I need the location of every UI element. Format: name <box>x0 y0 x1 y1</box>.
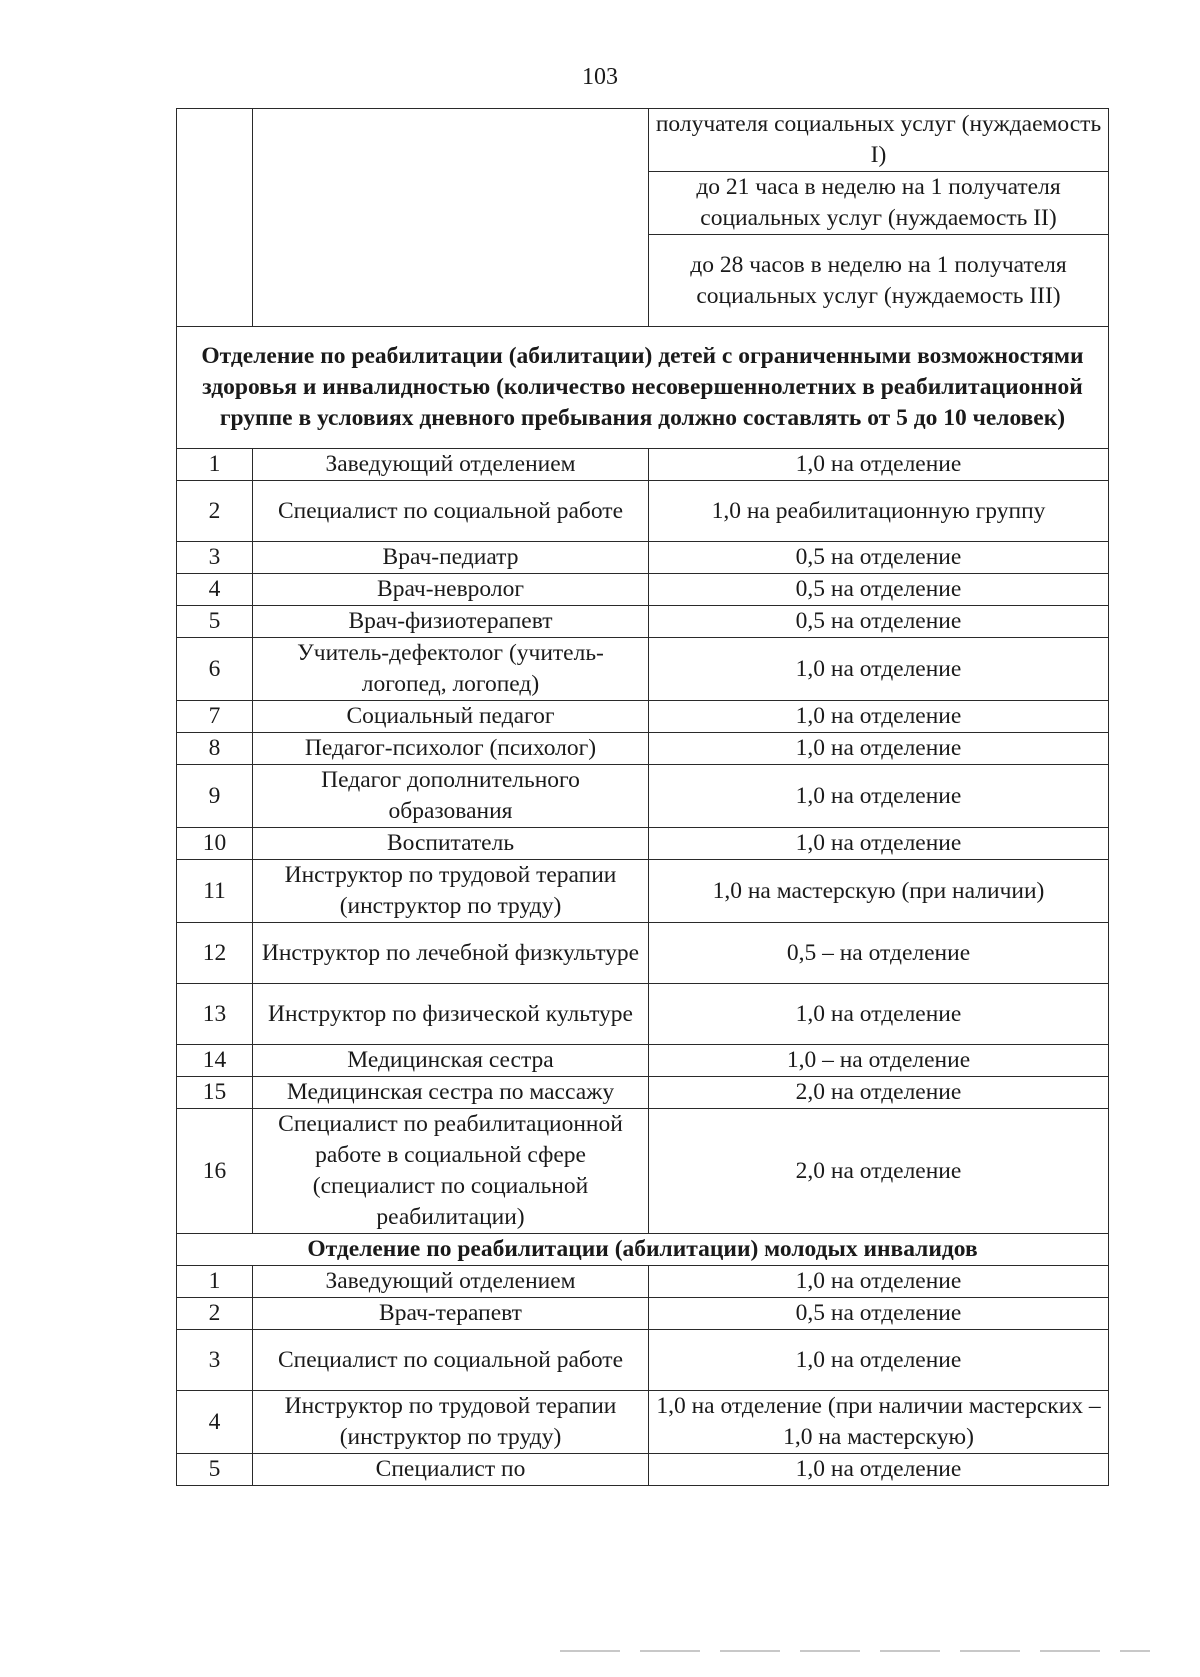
table-row <box>177 574 1109 606</box>
table-row <box>177 1266 1109 1298</box>
row-position: Врач-невролог <box>253 574 649 606</box>
table-row <box>177 860 1109 923</box>
continuation-norm: до 28 часов в неделю на 1 получателя социальных услуг (нуждаемость III) <box>649 235 1109 327</box>
table-row <box>177 828 1109 860</box>
continuation-norm: получателя социальных услуг (нуждаемость I) <box>649 109 1109 172</box>
staffing-table <box>176 108 1109 1486</box>
row-norm: 1,0 на отделение <box>649 1330 1109 1391</box>
page-number: 103 <box>582 64 618 90</box>
continuation-norm: до 21 часа в неделю на 1 получателя социальных услуг (нуждаемость II) <box>649 172 1109 235</box>
row-number: 1 <box>177 1266 253 1298</box>
row-number: 5 <box>177 606 253 638</box>
row-position: Учитель-дефектолог (учитель-логопед, логопед) <box>253 638 649 701</box>
row-number: 11 <box>177 860 253 923</box>
table-row <box>177 638 1109 701</box>
table-row <box>177 481 1109 542</box>
row-norm: 0,5 на отделение <box>649 574 1109 606</box>
row-position: Инструктор по физической культуре <box>253 984 649 1045</box>
table-row <box>177 606 1109 638</box>
row-norm: 2,0 на отделение <box>649 1109 1109 1234</box>
row-position: Заведующий отделением <box>253 1266 649 1298</box>
section-title: Отделение по реабилитации (абилитации) молодых инвалидов <box>177 1234 1109 1266</box>
row-position: Врач-терапевт <box>253 1298 649 1330</box>
row-position: Медицинская сестра по массажу <box>253 1077 649 1109</box>
row-position: Педагог-психолог (психолог) <box>253 733 649 765</box>
row-position: Специалист по социальной работе <box>253 1330 649 1391</box>
empty-position-cell <box>253 109 649 327</box>
row-norm: 1,0 на отделение <box>649 449 1109 481</box>
table-row <box>177 733 1109 765</box>
row-norm: 2,0 на отделение <box>649 1077 1109 1109</box>
row-number: 1 <box>177 449 253 481</box>
table-row <box>177 1454 1109 1486</box>
section-header-row <box>177 1234 1109 1266</box>
row-number: 3 <box>177 542 253 574</box>
row-norm: 0,5 на отделение <box>649 1298 1109 1330</box>
row-norm: 1,0 на отделение <box>649 701 1109 733</box>
table-row <box>177 984 1109 1045</box>
row-number: 9 <box>177 765 253 828</box>
row-position: Воспитатель <box>253 828 649 860</box>
row-norm: 1,0 на мастерскую (при наличии) <box>649 860 1109 923</box>
row-number: 4 <box>177 574 253 606</box>
table-row <box>177 1391 1109 1454</box>
row-position: Медицинская сестра <box>253 1045 649 1077</box>
continuation-row <box>177 109 1109 172</box>
row-position: Социальный педагог <box>253 701 649 733</box>
section-title: Отделение по реабилитации (абилитации) детей с ограниченными возможностями здоровья и инвалидностью (количество несовершеннолетних в реабилитационной группе в условиях дневного пребывания должно составлять от 5 до 10 человек) <box>177 327 1109 449</box>
row-number: 2 <box>177 1298 253 1330</box>
table-row <box>177 701 1109 733</box>
row-number: 3 <box>177 1330 253 1391</box>
row-norm: 1,0 на отделение (при наличии мастерских – 1,0 на мастерскую) <box>649 1391 1109 1454</box>
row-number: 16 <box>177 1109 253 1234</box>
table-row <box>177 765 1109 828</box>
row-number: 13 <box>177 984 253 1045</box>
row-number: 6 <box>177 638 253 701</box>
row-position: Врач-физиотерапевт <box>253 606 649 638</box>
table-row <box>177 1330 1109 1391</box>
table-row <box>177 1077 1109 1109</box>
row-position: Специалист по реабилитационной работе в социальной сфере (специалист по социальной реабилитации) <box>253 1109 649 1234</box>
row-number: 8 <box>177 733 253 765</box>
row-number: 10 <box>177 828 253 860</box>
row-norm: 0,5 на отделение <box>649 606 1109 638</box>
row-position: Заведующий отделением <box>253 449 649 481</box>
section-header-row <box>177 327 1109 449</box>
table-row <box>177 449 1109 481</box>
table-row <box>177 1045 1109 1077</box>
table-row <box>177 542 1109 574</box>
row-norm: 1,0 на отделение <box>649 638 1109 701</box>
row-number: 5 <box>177 1454 253 1486</box>
row-norm: 1,0 на отделение <box>649 765 1109 828</box>
row-position: Инструктор по трудовой терапии (инструктор по труду) <box>253 1391 649 1454</box>
row-number: 14 <box>177 1045 253 1077</box>
row-position: Специалист по социальной работе <box>253 481 649 542</box>
row-norm: 0,5 на отделение <box>649 542 1109 574</box>
row-position: Инструктор по трудовой терапии (инструктор по труду) <box>253 860 649 923</box>
row-norm: 0,5 – на отделение <box>649 923 1109 984</box>
empty-number-cell <box>177 109 253 327</box>
row-number: 2 <box>177 481 253 542</box>
table-row <box>177 1109 1109 1234</box>
scan-artifact-lines <box>560 1650 1150 1652</box>
row-number: 12 <box>177 923 253 984</box>
row-position: Врач-педиатр <box>253 542 649 574</box>
row-norm: 1,0 на отделение <box>649 984 1109 1045</box>
row-number: 4 <box>177 1391 253 1454</box>
row-position: Специалист по <box>253 1454 649 1486</box>
row-norm: 1,0 на отделение <box>649 1454 1109 1486</box>
row-norm: 1,0 на отделение <box>649 1266 1109 1298</box>
table-row <box>177 1298 1109 1330</box>
row-norm: 1,0 на отделение <box>649 733 1109 765</box>
row-number: 7 <box>177 701 253 733</box>
row-number: 15 <box>177 1077 253 1109</box>
row-norm: 1,0 – на отделение <box>649 1045 1109 1077</box>
row-position: Педагог дополнительного образования <box>253 765 649 828</box>
row-position: Инструктор по лечебной физкультуре <box>253 923 649 984</box>
row-norm: 1,0 на отделение <box>649 828 1109 860</box>
table-row <box>177 923 1109 984</box>
row-norm: 1,0 на реабилитационную группу <box>649 481 1109 542</box>
